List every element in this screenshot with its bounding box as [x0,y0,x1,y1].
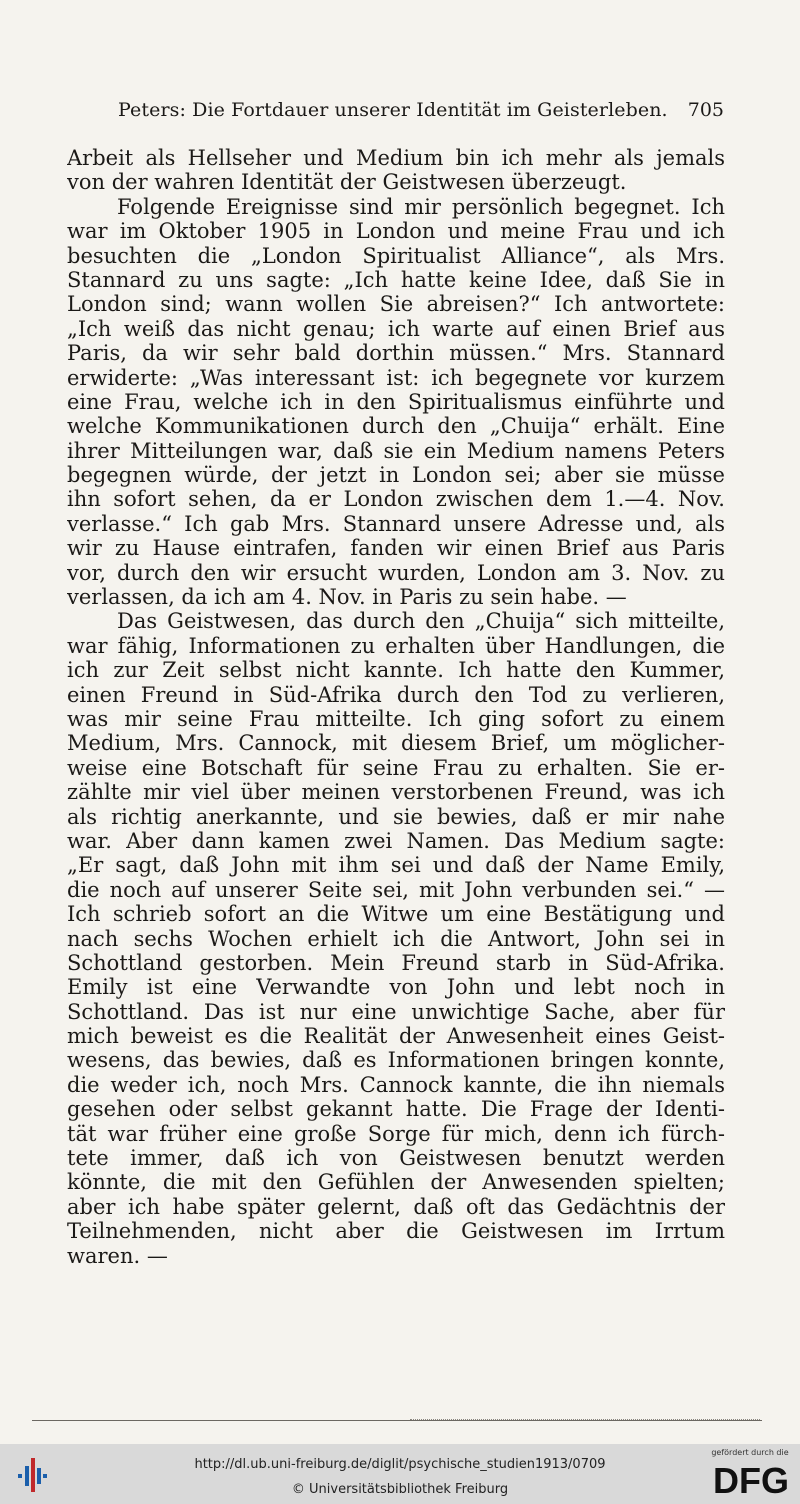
text-line: Teilnehmenden, nicht aber die Geistwesen im Irrtum [67,1219,725,1244]
funding-caption: gefördert durch die [711,1448,789,1457]
text-line: Schottland gestorben. Mein Freund starb in Süd-Afrika. [67,950,725,975]
text-line: Paris, da wir sehr bald dorthin müssen.“ Mrs. Stannard [67,341,725,366]
dfg-logo-icon [708,1460,794,1498]
text-line: vor, durch den wir ersucht wurden, London am 3. Nov. zu [67,560,725,585]
text-line: verlassen, da ich am 4. Nov. in Paris zu sein habe. — [67,585,627,610]
text-line: war im Oktober 1905 in London und meine Frau und ich [67,219,725,244]
text-line: Schottland. Das ist nur eine unwichtige Sache, aber für [67,999,725,1024]
text-line: waren. — [67,1243,168,1268]
text-line: wesens, das bewies, daß es Informationen bringen konnte, [67,1048,725,1073]
text-line: besuchten die „London Spiritualist Alliance“, als Mrs. [67,243,725,268]
permalink-link[interactable]: http://dl.ub.uni-freiburg.de/diglit/psychische_studien1913/0709 [194,1457,606,1472]
text-line: weise eine Botschaft für seine Frau zu erhalten. Sie er- [67,755,725,780]
text-line: erwiderte: „Was interessant ist: ich begegnete vor kurzem [67,365,725,390]
text-line: zählte mir viel über meinen verstorbenen Freund, was ich [67,780,725,805]
text-line: Stannard zu uns sagte: „Ich hatte keine Idee, daß Sie in [67,267,725,292]
text-line: als richtig anerkannte, und sie bewies, daß er mir nahe [67,804,725,829]
page-bottom-rule [32,1420,762,1421]
funder-block [706,1448,794,1500]
running-head [118,98,724,122]
text-line: tete immer, daß ich von Geistwesen benutzt werden [67,1146,725,1171]
text-line: eine Frau, welche ich in den Spiritualismus einführte und [67,389,725,414]
text-line: Medium, Mrs. Cannock, mit diesem Brief, um möglicher- [67,731,725,756]
text-line: was mir seine Frau mitteilte. Ich ging sofort zu einem [67,706,725,731]
running-title: Peters: Die Fortdauer unserer Identität im Geisterleben. [118,99,668,121]
text-line: verlasse.“ Ich gab Mrs. Stannard unsere Adresse und, als [67,511,725,536]
text-line: ich zur Zeit selbst nicht kannte. Ich hatte den Kummer, [67,658,725,683]
text-line: die noch auf unserer Seite sei, mit John verbunden sei.“ — [67,877,725,902]
text-line: war fähig, Informationen zu erhalten über Handlungen, die [67,633,725,658]
text-line: tät war früher eine große Sorge für mich, denn ich fürch- [67,1121,725,1146]
page-number: 705 [687,99,724,121]
text-line: Ich schrieb sofort an die Witwe um eine Bestätigung und [67,902,725,927]
text-line: mich beweist es die Realität der Anwesenheit eines Geist- [67,1024,725,1049]
text-line: Emily ist eine Verwandte von John und lebt noch in [67,975,725,1000]
text-line: Das Geistwesen, das durch den „Chuija“ sich mitteilte, [117,609,725,634]
text-line: begegnen würde, der jetzt in London sei; aber sie müsse [67,463,725,488]
text-line: welche Kommunikationen durch den „Chuija“ erhält. Eine [67,414,725,439]
text-line: war. Aber dann kamen zwei Namen. Das Medium sagte: [67,828,725,853]
text-line: „Er sagt, daß John mit ihm sei und daß der Name Emily, [67,853,725,878]
text-line: von der wahren Identität der Geistwesen überzeugt. [67,170,627,195]
dfg-logo-text: DFG [713,1460,789,1498]
body-text [67,146,725,1268]
text-line: gesehen oder selbst gekannt hatte. Die Frage der Identi- [67,1097,725,1122]
text-line: wir zu Hause eintrafen, fanden wir einen Brief aus Paris [67,536,725,561]
text-line: aber ich habe später gelernt, daß oft das Gedächtnis der [67,1194,725,1219]
text-line: ihrer Mitteilungen war, daß sie ein Medium namens Peters [67,438,725,463]
text-line: „Ich weiß das nicht genau; ich warte auf einen Brief aus [67,316,725,341]
text-line: ihn sofort sehen, da er London zwischen dem 1.—4. Nov. [67,487,725,512]
text-line: die weder ich, noch Mrs. Cannock kannte, die ihn niemals [67,1072,725,1097]
text-line: Folgende Ereignisse sind mir persönlich begegnet. Ich [117,194,725,219]
copyright-notice: © Universitätsbibliothek Freiburg [291,1482,509,1497]
text-line: einen Freund in Süd-Afrika durch den Tod zu verlieren, [67,682,725,707]
text-line: London sind; wann wollen Sie abreisen?“ Ich antwortete: [67,292,725,317]
text-line: könnte, die mit den Gefühlen der Anwesenden spielten; [67,1170,725,1195]
text-line: nach sechs Wochen erhielt ich die Antwort, John sei in [67,926,725,951]
text-line: Arbeit als Hellseher und Medium bin ich mehr als jemals [67,146,725,170]
viewer-footer [0,1444,800,1504]
